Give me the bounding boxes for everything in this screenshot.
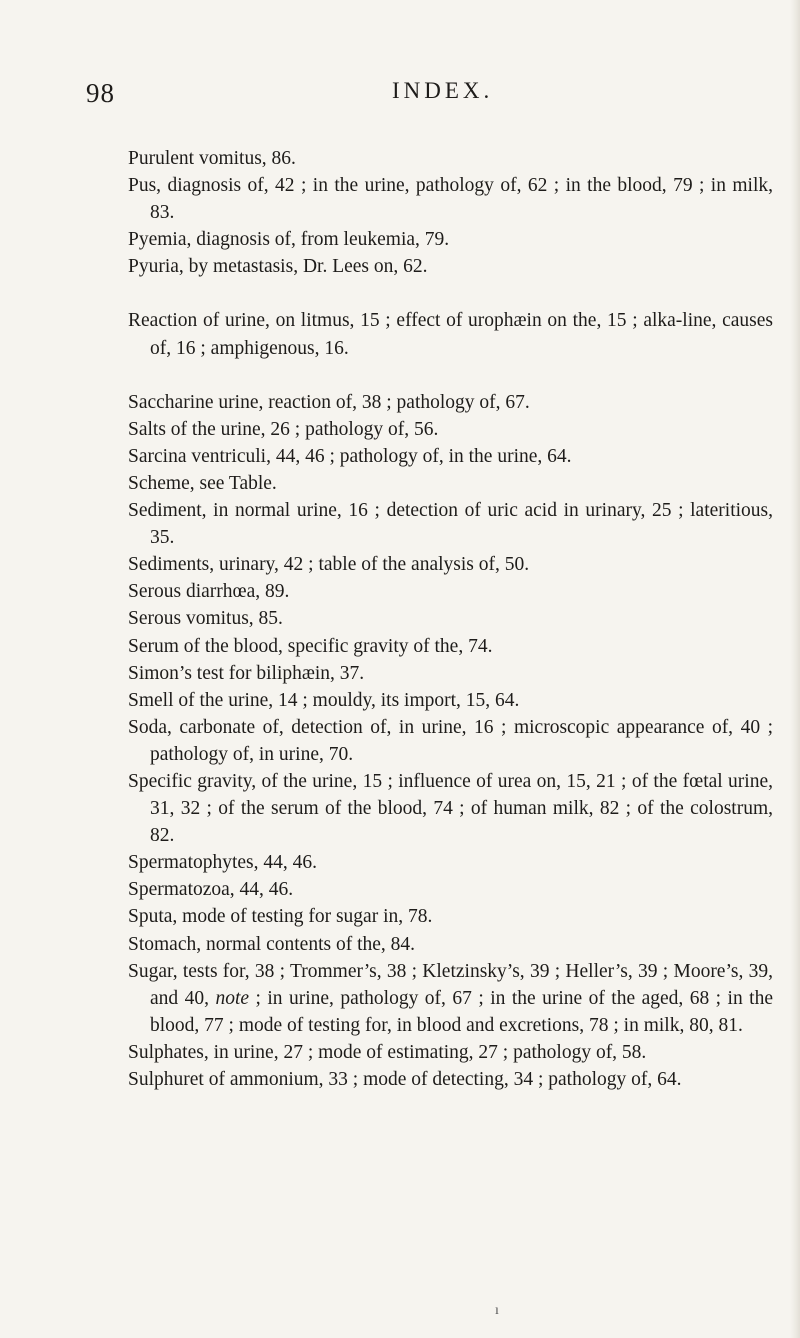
index-entry: Salts of the urine, 26 ; pathology of, 56.	[128, 418, 439, 440]
index-entry: Sugar, tests for, 38 ; Trommer’s, 38 ; Kletzinsky’s, 39 ; Heller’s, 39 ; Moore’s, 39, and 40, note ; in urine, pathology of, 67 ; in the urine of the aged, 68 ; in the blood, 77 ; mode of testing for, in blood and excretions, 78 ; in milk, 80, 81.	[128, 960, 773, 1036]
index-entry: Reaction of urine, on litmus, 15 ; effect of urophæin on the, 15 ; alka-line, causes of, 16 ; amphigenous, 16.	[128, 310, 773, 359]
index-list	[128, 145, 773, 1093]
index-entry: Spermatozoa, 44, 46.	[128, 879, 294, 901]
index-group-r	[128, 307, 773, 361]
index-entry: Serous vomitus, 85.	[128, 608, 283, 630]
index-entry: Purulent vomitus, 86.	[128, 148, 296, 169]
index-entry: Simon’s test for biliphæin, 37.	[128, 662, 365, 684]
page-number: 98	[86, 78, 115, 108]
index-group-s	[128, 389, 773, 1093]
group-spacer	[128, 362, 773, 389]
index-entry: Sediment, in normal urine, 16 ; detection of uric acid in urinary, 25 ; lateritious, 35.	[128, 500, 773, 549]
index-entry: Sputa, mode of testing for sugar in, 78.	[128, 906, 433, 928]
index-entry: Scheme, see Table.	[128, 472, 277, 494]
group-spacer	[128, 280, 773, 307]
index-entry: Soda, carbonate of, detection of, in urine, 16 ; microscopic appearance of, 40 ; pathology of, in urine, 70.	[128, 716, 773, 765]
index-entry: Pyuria, by metastasis, Dr. Lees on, 62.	[128, 256, 428, 278]
index-entry: Pus, diagnosis of, 42 ; in the urine, pathology of, 62 ; in the blood, 79 ; in milk, 83.	[128, 175, 773, 224]
index-entry: Pyemia, diagnosis of, from leukemia, 79.	[128, 229, 450, 251]
index-entry: Serous diarrhœa, 89.	[128, 581, 290, 603]
index-group-p	[128, 145, 773, 280]
index-entry: Specific gravity, of the urine, 15 ; influence of urea on, 15, 21 ; of the fœtal urine, 31, 32 ; of the serum of the blood, 74 ; of human milk, 82 ; of the colostrum, 82.	[128, 770, 773, 847]
index-entry: Sulphates, in urine, 27 ; mode of estimating, 27 ; pathology of, 58.	[128, 1041, 647, 1063]
index-entry: Spermatophytes, 44, 46.	[128, 852, 318, 874]
index-entry: Stomach, normal contents of the, 84.	[128, 933, 416, 955]
page-header	[0, 78, 800, 118]
index-entry: Serum of the blood, specific gravity of the, 74.	[128, 635, 493, 657]
running-head: INDEX.	[392, 78, 494, 103]
index-entry: Sulphuret of ammonium, 33 ; mode of detecting, 34 ; pathology of, 64.	[128, 1069, 682, 1090]
index-entry: Sediments, urinary, 42 ; table of the analysis of, 50.	[128, 554, 530, 576]
index-entry: Smell of the urine, 14 ; mouldy, its import, 15, 64.	[128, 689, 520, 711]
index-entry: Sarcina ventriculi, 44, 46 ; pathology of, in the urine, 64.	[128, 445, 572, 467]
index-entry: Saccharine urine, reaction of, 38 ; pathology of, 67.	[128, 391, 530, 413]
page-edge-shadow	[790, 0, 800, 1338]
print-speck: ı	[495, 1303, 499, 1318]
